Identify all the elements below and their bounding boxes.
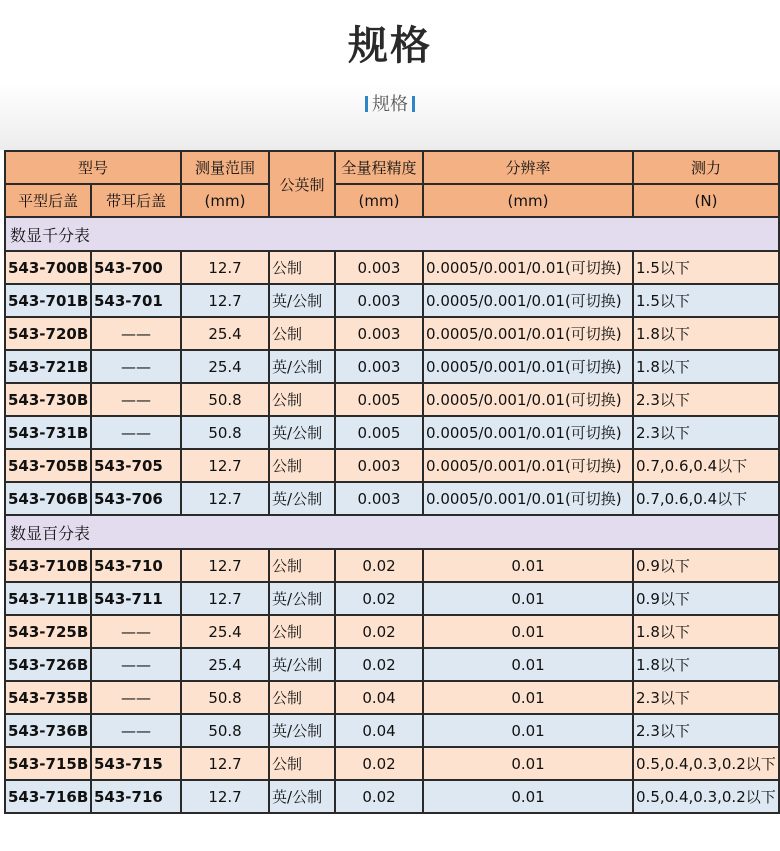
force-cell: 0.7,0.6,0.4以下 xyxy=(633,482,779,515)
force-cell: 0.9以下 xyxy=(633,582,779,615)
resolution-cell: 0.0005/0.001/0.01(可切换) xyxy=(423,317,633,350)
force-cell: 2.3以下 xyxy=(633,416,779,449)
system-cell: 英/公制 xyxy=(269,482,335,515)
header-force-unit: (N) xyxy=(633,184,779,217)
range-cell: 25.4 xyxy=(181,615,269,648)
page-subtitle xyxy=(0,90,780,116)
resolution-cell: 0.01 xyxy=(423,648,633,681)
model-flat-cell: 543-705B xyxy=(5,449,91,482)
table-row xyxy=(5,482,779,515)
resolution-cell: 0.0005/0.001/0.01(可切换) xyxy=(423,383,633,416)
accuracy-cell: 0.02 xyxy=(335,582,423,615)
system-cell: 公制 xyxy=(269,317,335,350)
system-cell: 英/公制 xyxy=(269,648,335,681)
model-lug-cell: —— xyxy=(91,383,181,416)
section-row xyxy=(5,515,779,549)
model-flat-cell: 543-700B xyxy=(5,251,91,284)
table-row xyxy=(5,582,779,615)
model-lug-cell: 543-715 xyxy=(91,747,181,780)
model-flat-cell: 543-716B xyxy=(5,780,91,813)
accuracy-cell: 0.02 xyxy=(335,780,423,813)
header-model: 型号 xyxy=(5,151,181,184)
model-lug-cell: 543-705 xyxy=(91,449,181,482)
accuracy-cell: 0.04 xyxy=(335,714,423,747)
table-row xyxy=(5,350,779,383)
table-row xyxy=(5,549,779,582)
model-flat-cell: 543-730B xyxy=(5,383,91,416)
resolution-cell: 0.01 xyxy=(423,615,633,648)
accuracy-cell: 0.02 xyxy=(335,615,423,648)
model-lug-cell: 543-716 xyxy=(91,780,181,813)
model-flat-cell: 543-725B xyxy=(5,615,91,648)
header-resolution-unit: (mm) xyxy=(423,184,633,217)
accuracy-cell: 0.04 xyxy=(335,681,423,714)
page-title: 规格 xyxy=(348,23,432,69)
range-cell: 25.4 xyxy=(181,317,269,350)
force-cell: 0.7,0.6,0.4以下 xyxy=(633,449,779,482)
header-resolution: 分辨率 xyxy=(423,151,633,184)
resolution-cell: 0.0005/0.001/0.01(可切换) xyxy=(423,416,633,449)
range-cell: 12.7 xyxy=(181,251,269,284)
model-lug-cell: 543-700 xyxy=(91,251,181,284)
resolution-cell: 0.0005/0.001/0.01(可切换) xyxy=(423,350,633,383)
header-force: 测力 xyxy=(633,151,779,184)
header-lug-back: 带耳后盖 xyxy=(91,184,181,217)
table-row xyxy=(5,615,779,648)
table-row xyxy=(5,284,779,317)
resolution-cell: 0.01 xyxy=(423,780,633,813)
accuracy-cell: 0.005 xyxy=(335,383,423,416)
force-cell: 1.8以下 xyxy=(633,648,779,681)
resolution-cell: 0.01 xyxy=(423,582,633,615)
accuracy-cell: 0.02 xyxy=(335,747,423,780)
header-accuracy: 全量程精度 xyxy=(335,151,423,184)
table-row xyxy=(5,416,779,449)
model-flat-cell: 543-711B xyxy=(5,582,91,615)
range-cell: 25.4 xyxy=(181,648,269,681)
force-cell: 2.3以下 xyxy=(633,714,779,747)
system-cell: 英/公制 xyxy=(269,780,335,813)
system-cell: 英/公制 xyxy=(269,284,335,317)
accuracy-cell: 0.003 xyxy=(335,251,423,284)
table-row xyxy=(5,780,779,813)
header-accuracy-unit: (mm) xyxy=(335,184,423,217)
accuracy-cell: 0.003 xyxy=(335,482,423,515)
model-lug-cell: —— xyxy=(91,714,181,747)
table-row xyxy=(5,251,779,284)
accuracy-cell: 0.003 xyxy=(335,350,423,383)
resolution-cell: 0.01 xyxy=(423,714,633,747)
system-cell: 公制 xyxy=(269,615,335,648)
section-title: 数显千分表 xyxy=(5,217,779,251)
resolution-cell: 0.0005/0.001/0.01(可切换) xyxy=(423,284,633,317)
subtitle-text: 规格 xyxy=(372,94,408,115)
section-row xyxy=(5,217,779,251)
table-row xyxy=(5,747,779,780)
model-flat-cell: 543-710B xyxy=(5,549,91,582)
system-cell: 公制 xyxy=(269,251,335,284)
system-cell: 公制 xyxy=(269,449,335,482)
model-lug-cell: 543-710 xyxy=(91,549,181,582)
subtitle-bar-right xyxy=(412,96,415,112)
resolution-cell: 0.0005/0.001/0.01(可切换) xyxy=(423,449,633,482)
table-row xyxy=(5,449,779,482)
force-cell: 1.5以下 xyxy=(633,251,779,284)
model-lug-cell: 543-701 xyxy=(91,284,181,317)
range-cell: 50.8 xyxy=(181,681,269,714)
table-row xyxy=(5,714,779,747)
force-cell: 1.8以下 xyxy=(633,615,779,648)
accuracy-cell: 0.003 xyxy=(335,284,423,317)
model-lug-cell: 543-706 xyxy=(91,482,181,515)
resolution-cell: 0.0005/0.001/0.01(可切换) xyxy=(423,251,633,284)
accuracy-cell: 0.02 xyxy=(335,648,423,681)
range-cell: 12.7 xyxy=(181,747,269,780)
header-range: 测量范围 xyxy=(181,151,269,184)
model-flat-cell: 543-735B xyxy=(5,681,91,714)
system-cell: 英/公制 xyxy=(269,416,335,449)
force-cell: 0.5,0.4,0.3,0.2以下 xyxy=(633,747,779,780)
section-title: 数显百分表 xyxy=(5,515,779,549)
system-cell: 英/公制 xyxy=(269,582,335,615)
model-lug-cell: —— xyxy=(91,615,181,648)
model-lug-cell: 543-711 xyxy=(91,582,181,615)
model-flat-cell: 543-736B xyxy=(5,714,91,747)
model-flat-cell: 543-706B xyxy=(5,482,91,515)
accuracy-cell: 0.003 xyxy=(335,317,423,350)
system-cell: 公制 xyxy=(269,383,335,416)
system-cell: 英/公制 xyxy=(269,714,335,747)
accuracy-cell: 0.003 xyxy=(335,449,423,482)
model-lug-cell: —— xyxy=(91,350,181,383)
table-body xyxy=(5,217,779,813)
system-cell: 公制 xyxy=(269,549,335,582)
force-cell: 2.3以下 xyxy=(633,681,779,714)
model-lug-cell: —— xyxy=(91,317,181,350)
subtitle-bar-left xyxy=(365,96,368,112)
range-cell: 12.7 xyxy=(181,449,269,482)
model-flat-cell: 543-701B xyxy=(5,284,91,317)
resolution-cell: 0.01 xyxy=(423,747,633,780)
range-cell: 50.8 xyxy=(181,416,269,449)
resolution-cell: 0.01 xyxy=(423,549,633,582)
table-row xyxy=(5,648,779,681)
page-header xyxy=(0,0,780,150)
force-cell: 1.8以下 xyxy=(633,317,779,350)
force-cell: 0.5,0.4,0.3,0.2以下 xyxy=(633,780,779,813)
table-row xyxy=(5,383,779,416)
resolution-cell: 0.01 xyxy=(423,681,633,714)
force-cell: 1.8以下 xyxy=(633,350,779,383)
model-flat-cell: 543-715B xyxy=(5,747,91,780)
model-lug-cell: —— xyxy=(91,648,181,681)
header-system: 公英制 xyxy=(269,151,335,217)
model-flat-cell: 543-720B xyxy=(5,317,91,350)
model-flat-cell: 543-721B xyxy=(5,350,91,383)
model-flat-cell: 543-726B xyxy=(5,648,91,681)
range-cell: 12.7 xyxy=(181,284,269,317)
range-cell: 12.7 xyxy=(181,582,269,615)
range-cell: 12.7 xyxy=(181,780,269,813)
table-row xyxy=(5,317,779,350)
range-cell: 12.7 xyxy=(181,549,269,582)
model-lug-cell: —— xyxy=(91,416,181,449)
range-cell: 50.8 xyxy=(181,383,269,416)
range-cell: 12.7 xyxy=(181,482,269,515)
range-cell: 25.4 xyxy=(181,350,269,383)
system-cell: 公制 xyxy=(269,681,335,714)
accuracy-cell: 0.02 xyxy=(335,549,423,582)
system-cell: 公制 xyxy=(269,747,335,780)
system-cell: 英/公制 xyxy=(269,350,335,383)
range-cell: 50.8 xyxy=(181,714,269,747)
header-flat-back: 平型后盖 xyxy=(5,184,91,217)
header-range-unit: (mm) xyxy=(181,184,269,217)
table-row xyxy=(5,681,779,714)
model-flat-cell: 543-731B xyxy=(5,416,91,449)
resolution-cell: 0.0005/0.001/0.01(可切换) xyxy=(423,482,633,515)
force-cell: 0.9以下 xyxy=(633,549,779,582)
model-lug-cell: —— xyxy=(91,681,181,714)
accuracy-cell: 0.005 xyxy=(335,416,423,449)
force-cell: 2.3以下 xyxy=(633,383,779,416)
spec-table xyxy=(4,150,780,814)
force-cell: 1.5以下 xyxy=(633,284,779,317)
